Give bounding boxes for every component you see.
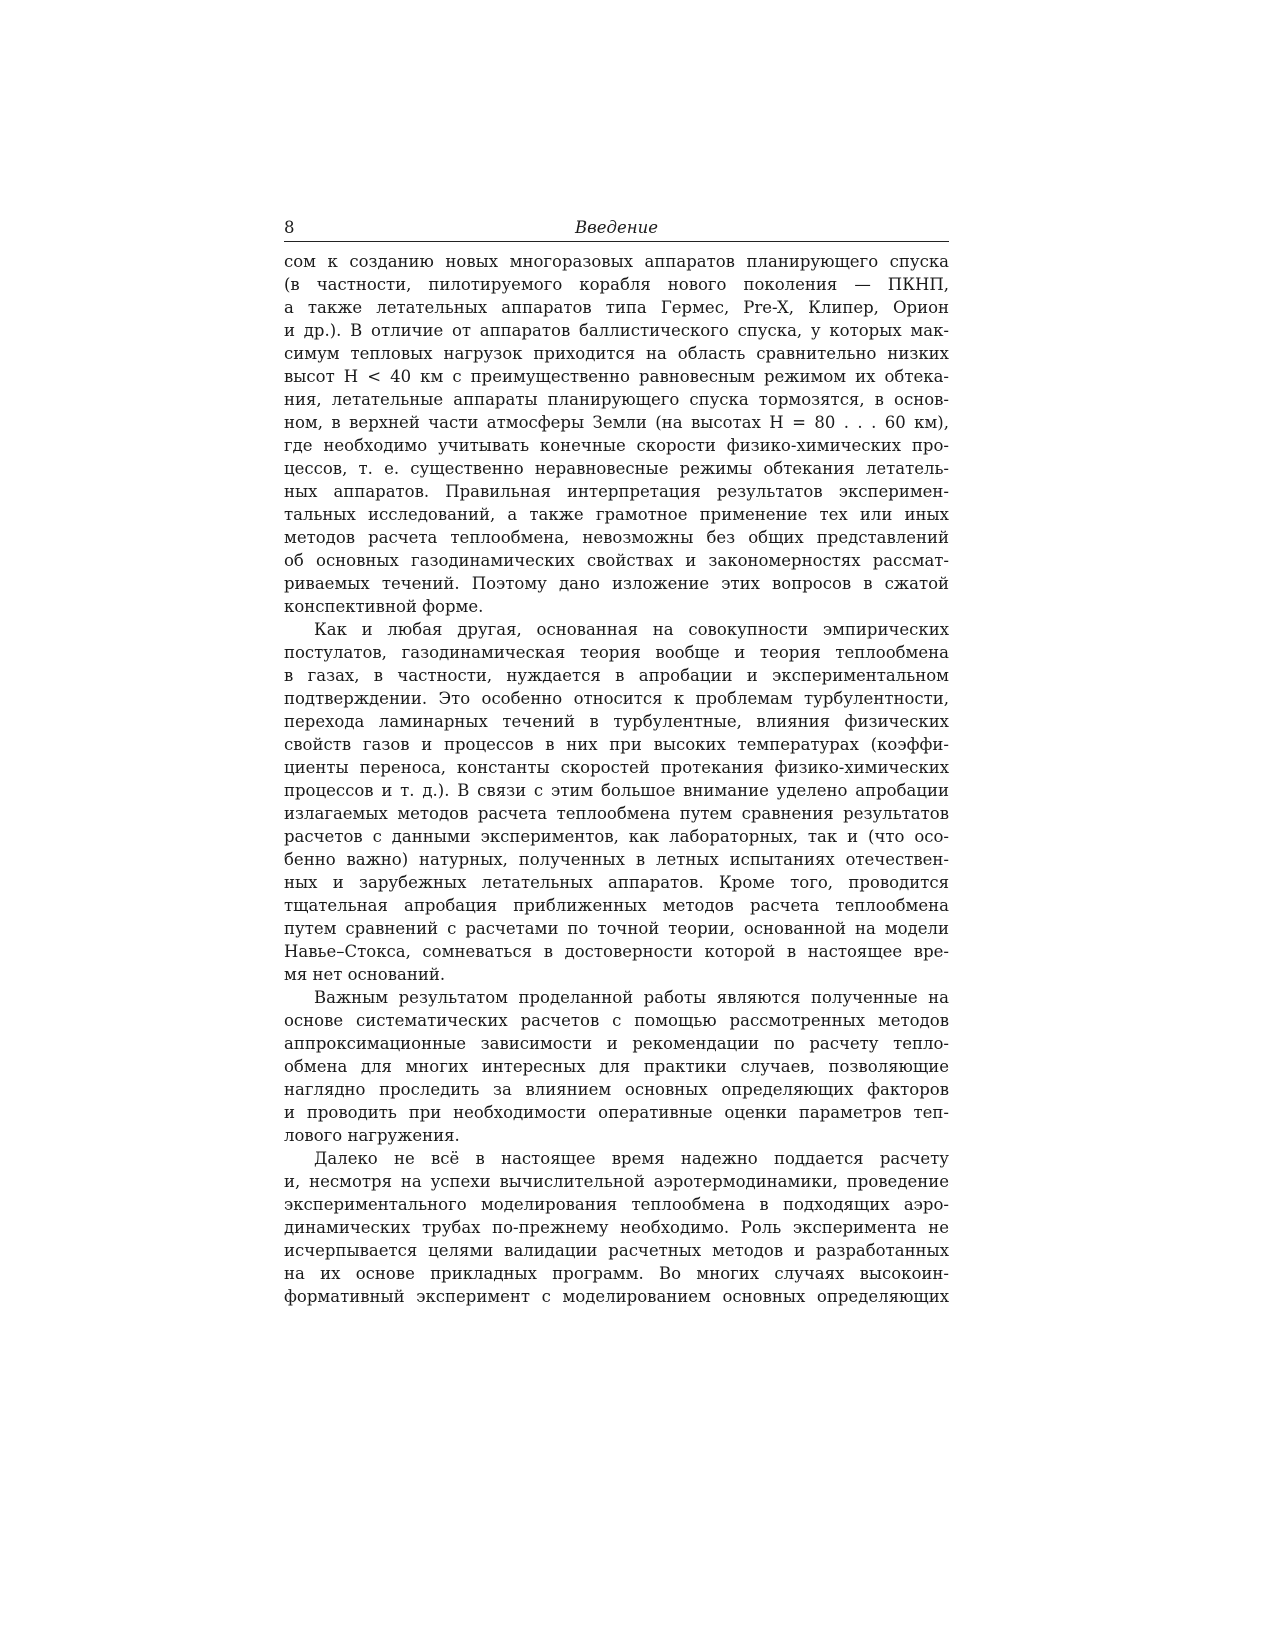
text-line: формативный эксперимент с моделированием основных определяющих	[284, 1287, 949, 1306]
text-line: ных и зарубежных летательных аппаратов. Кроме того, проводится	[284, 873, 949, 892]
text-line: процессов и т. д.). В связи с этим большое внимание уделено апробации	[284, 781, 949, 800]
text-line: Далеко не всё в настоящее время надежно поддается расчету	[314, 1149, 949, 1168]
text-line: и, несмотря на успехи вычислительной аэротермодинамики, проведение	[284, 1172, 949, 1191]
text-line: риваемых течений. Поэтому дано изложение этих вопросов в сжатой	[284, 574, 949, 593]
text-line: постулатов, газодинамическая теория вообще и теория теплообмена	[284, 643, 949, 662]
text-line: ния, летательные аппараты планирующего спуска тормозятся, в основ-	[284, 390, 949, 409]
text-line: ном, в верхней части атмосферы Земли (на высотах H = 80 . . . 60 км),	[284, 413, 949, 432]
text-line: а также летательных аппаратов типа Гермес, Pre-X, Клипер, Орион	[284, 298, 949, 317]
text-line: динамических трубах по-прежнему необходимо. Роль эксперимента не	[284, 1218, 949, 1237]
text-line: путем сравнений с расчетами по точной теории, основанной на модели	[284, 919, 949, 938]
text-line: в газах, в частности, нуждается в апробации и экспериментальном	[284, 666, 949, 685]
text-line: Как и любая другая, основанная на совокупности эмпирических	[314, 620, 949, 639]
book-page	[284, 215, 949, 1308]
text-line: об основных газодинамических свойствах и закономерностях рассмат-	[284, 551, 949, 570]
paragraph	[284, 250, 949, 618]
running-head	[284, 215, 949, 242]
text-line: сом к созданию новых многоразовых аппаратов планирующего спуска	[284, 252, 949, 271]
text-line: высот H < 40 км с преимущественно равновесным режимом их обтека-	[284, 367, 949, 386]
text-line: где необходимо учитывать конечные скорости физико-химических про-	[284, 436, 949, 455]
text-line: циенты переноса, константы скоростей протекания физико-химических	[284, 758, 949, 777]
text-line: на их основе прикладных программ. Во многих случаях высокоин-	[284, 1264, 949, 1283]
text-line: исчерпывается целями валидации расчетных методов и разработанных	[284, 1241, 949, 1260]
text-line: излагаемых методов расчета теплообмена путем сравнения результатов	[284, 804, 949, 823]
text-line: лового нагружения.	[284, 1126, 460, 1145]
text-line: бенно важно) натурных, полученных в летных испытаниях отечествен-	[284, 850, 949, 869]
text-line: и др.). В отличие от аппаратов баллистического спуска, у которых мак-	[284, 321, 949, 340]
body-text	[284, 250, 949, 1308]
text-line: основе систематических расчетов с помощью рассмотренных методов	[284, 1011, 949, 1030]
text-line: наглядно проследить за влиянием основных определяющих факторов	[284, 1080, 949, 1099]
text-line: тальных исследований, а также грамотное применение тех или иных	[284, 505, 949, 524]
text-line: обмена для многих интересных для практики случаев, позволяющие	[284, 1057, 949, 1076]
text-line: и проводить при необходимости оперативные оценки параметров теп-	[284, 1103, 949, 1122]
text-line: цессов, т. е. существенно неравновесные режимы обтекания летатель-	[284, 459, 949, 478]
text-line: расчетов с данными экспериментов, как лабораторных, так и (что осо-	[284, 827, 949, 846]
paragraph	[284, 1147, 949, 1308]
text-line: методов расчета теплообмена, невозможны без общих представлений	[284, 528, 949, 547]
running-title: Введение	[575, 218, 658, 237]
text-line: (в частности, пилотируемого корабля нового поколения — ПКНП,	[284, 275, 949, 294]
text-line: мя нет оснований.	[284, 965, 446, 984]
page-number: 8	[284, 218, 295, 237]
text-line: свойств газов и процессов в них при высоких температурах (коэффи-	[284, 735, 949, 754]
text-line: конспективной форме.	[284, 597, 484, 616]
text-line: перехода ламинарных течений в турбулентные, влияния физических	[284, 712, 949, 731]
paragraph	[284, 618, 949, 986]
text-line: экспериментального моделирования теплообмена в подходящих аэро-	[284, 1195, 949, 1214]
text-line: аппроксимационные зависимости и рекомендации по расчету тепло-	[284, 1034, 949, 1053]
text-line: Навье–Стокса, сомневаться в достоверности которой в настоящее вре-	[284, 942, 949, 961]
text-line: Важным результатом проделанной работы являются полученные на	[314, 988, 949, 1007]
text-line: ных аппаратов. Правильная интерпретация результатов эксперимен-	[284, 482, 949, 501]
text-line: подтверждении. Это особенно относится к проблемам турбулентности,	[284, 689, 949, 708]
paragraph	[284, 986, 949, 1147]
text-line: тщательная апробация приближенных методов расчета теплообмена	[284, 896, 949, 915]
text-line: симум тепловых нагрузок приходится на область сравнительно низких	[284, 344, 949, 363]
